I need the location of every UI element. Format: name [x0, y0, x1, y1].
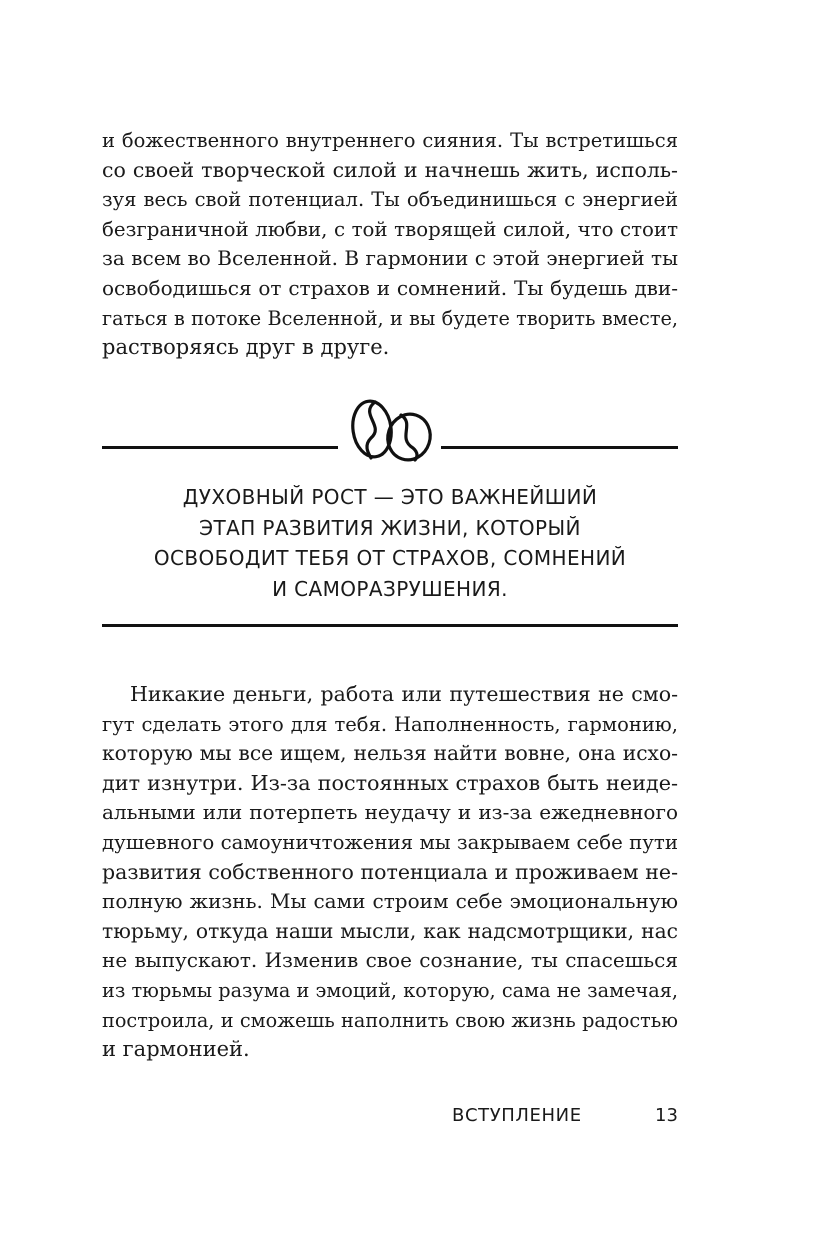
- text-line: зуя весь свой потенциал. Ты объединишься с энергией: [102, 188, 678, 212]
- text-line: не выпускают. Изменив свое сознание, ты спасешься: [102, 948, 678, 973]
- text-line: тюрьму, откуда наши мысли, как надсмотрщики, нас: [102, 918, 678, 943]
- pull-quote: [102, 482, 678, 604]
- text-line: развития собственного потенциала и проживаем не-: [102, 859, 678, 884]
- text-line: растворяясь друг в друге.: [102, 335, 390, 360]
- text-line: со своей творческой силой и начнешь жить, исполь-: [102, 157, 678, 182]
- paragraph-1: [102, 126, 678, 363]
- coffee-beans-icon: [345, 398, 437, 464]
- text-line: и гармонией.: [102, 1037, 250, 1062]
- text-line: построила, и сможешь наполнить свою жизнь радостью: [102, 1008, 678, 1032]
- text-line: дит изнутри. Из-за постоянных страхов быть неиде-: [102, 770, 678, 795]
- pull-quote-line: ЭТАП РАЗВИТИЯ ЖИЗНИ, КОТОРЫЙ: [199, 515, 581, 540]
- text-line: гаться в потоке Вселенной, и вы будете творить вместе,: [102, 306, 678, 330]
- text-line: за всем во Вселенной. В гармонии с этой энергией ты: [102, 246, 678, 271]
- pull-quote-line: И САМОРАЗРУШЕНИЯ.: [272, 576, 508, 601]
- text-line: Никакие деньги, работа или путешествия не смо-: [130, 682, 678, 706]
- text-line: которую мы все ищем, нельзя найти вовне, она исхо-: [102, 741, 678, 766]
- running-footer-title: ВСТУПЛЕНИЕ: [452, 1105, 582, 1126]
- paragraph-2: [102, 680, 678, 1065]
- text-line: освободишься от страхов и сомнений. Ты будешь дви-: [102, 275, 678, 300]
- pull-quote-line: ОСВОБОДИТ ТЕБЯ ОТ СТРАХОВ, СОМНЕНИЙ: [153, 546, 627, 570]
- text-line: гут сделать этого для тебя. Наполненность, гармонию,: [102, 712, 678, 736]
- text-line: из тюрьмы разума и эмоций, которую, сама не замечая,: [102, 978, 678, 1002]
- text-line: душевного самоуничтожения мы закрываем себе пути: [102, 830, 678, 854]
- text-line: полную жизнь. Мы сами строим себе эмоциональную: [102, 889, 678, 914]
- divider-right: [441, 446, 678, 449]
- text-line: безграничной любви, с той творящей силой, что стоит: [102, 217, 678, 241]
- text-line: альными или потерпеть неудачу и из-за ежедневного: [102, 800, 678, 825]
- divider-bottom: [102, 624, 678, 627]
- divider-left: [102, 446, 338, 449]
- pull-quote-line: ДУХОВНЫЙ РОСТ — ЭТО ВАЖНЕЙШИЙ: [182, 485, 598, 509]
- text-line: и божественного внутреннего сияния. Ты встретишься: [102, 129, 678, 152]
- page-number: 13: [655, 1105, 678, 1126]
